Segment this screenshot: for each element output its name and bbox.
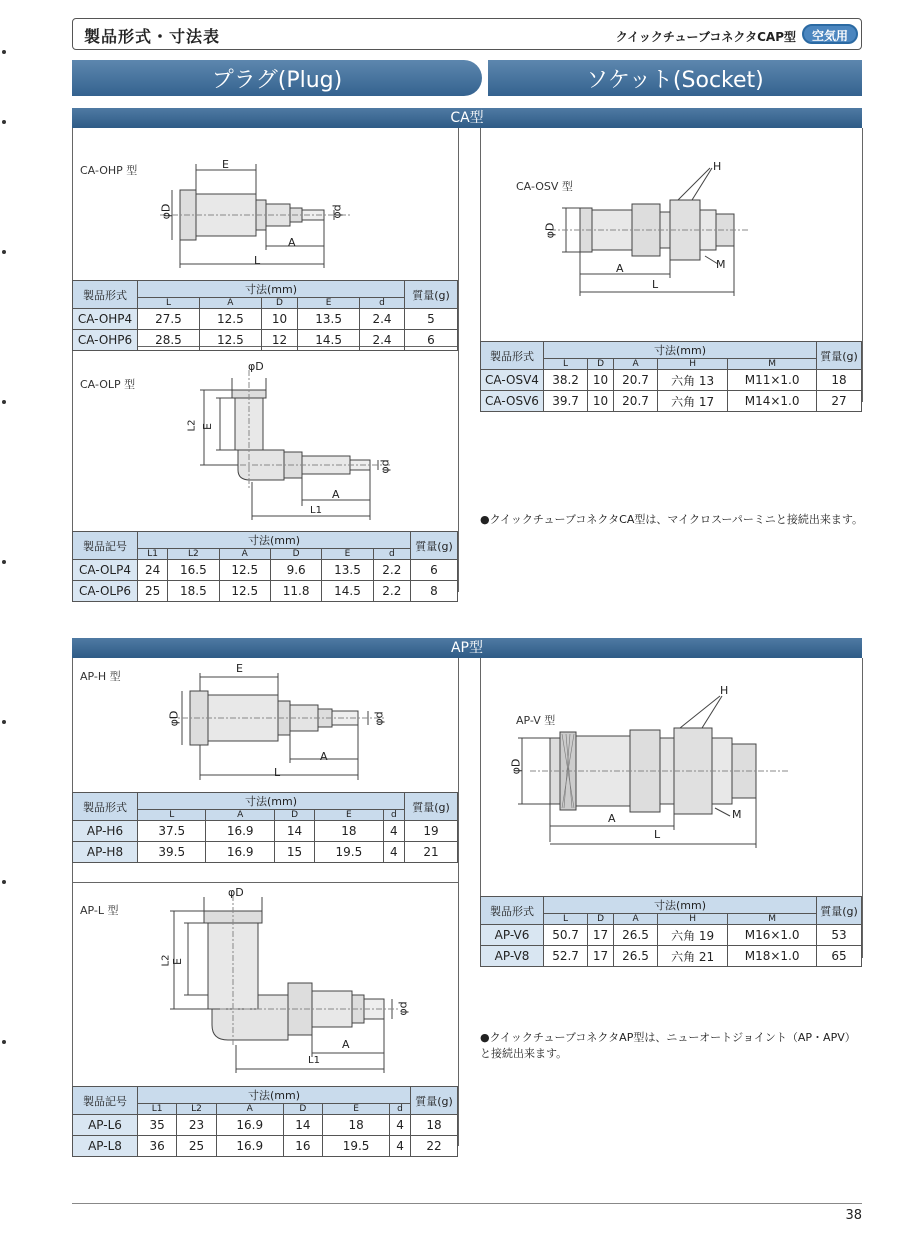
col-header-weight: 質量(g) xyxy=(411,1087,458,1115)
footer-rule xyxy=(72,1203,862,1204)
col-header-unit: 寸法(mm) xyxy=(138,793,405,810)
table-row: CA-OHP6 28.5 12.5 12 14.5 2.4 6 xyxy=(73,330,458,351)
dim-L: L xyxy=(652,278,659,291)
binding-mark xyxy=(2,720,6,724)
dim-phiD: φD xyxy=(509,758,523,775)
dim-phiD: φD xyxy=(248,360,264,373)
col-header-weight: 質量(g) xyxy=(411,532,458,560)
dim-A: A xyxy=(342,1038,350,1051)
binding-mark xyxy=(2,400,6,404)
dim-phiD: φD xyxy=(228,886,244,899)
dim-A: A xyxy=(608,812,616,825)
ap-v-label: AP-V 型 xyxy=(516,714,556,727)
dim-A: A xyxy=(332,488,340,501)
ap-v-table: 製品形式 寸法(mm) 質量(g) L D A H M AP-V6 50.7 17 26.5 六角 19 M16×1.0 53 AP-V8 52.7 17 26.5 六角 21 M18×1.0 65 xyxy=(480,896,862,967)
dim-M: M xyxy=(732,808,742,821)
ca-osv-label: CA-OSV 型 xyxy=(516,180,573,193)
plug-banner: プラグ(Plug) xyxy=(72,60,482,96)
table-row: AP-L8 36 25 16.9 16 19.5 4 22 xyxy=(73,1136,458,1157)
table-row: CA-OHP4 27.5 12.5 10 13.5 2.4 5 xyxy=(73,309,458,330)
page-title: 製品形式・寸法表 xyxy=(84,27,221,46)
ca-note: ●クイックチューブコネクタCA型は、マイクロスーパーミニと接続出来ます。 xyxy=(480,513,863,526)
table-row: AP-H6 37.5 16.9 14 18 4 19 xyxy=(73,821,458,842)
col-header-name: 製品形式 xyxy=(73,793,138,821)
col-header-name: 製品形式 xyxy=(481,342,544,370)
panel-border xyxy=(72,658,73,1146)
binding-mark xyxy=(2,250,6,254)
product-name: クイックチューブコネクタCAP型 xyxy=(615,30,796,44)
table-row: AP-V8 52.7 17 26.5 六角 21 M18×1.0 65 xyxy=(481,946,862,967)
dim-E: E xyxy=(222,158,229,171)
dim-E: E xyxy=(236,662,243,675)
ap-h-label: AP-H 型 xyxy=(80,670,121,683)
dim-phid: φd xyxy=(396,1001,410,1016)
col-header-unit: 寸法(mm) xyxy=(138,1087,411,1104)
ca-olp-label: CA-OLP 型 xyxy=(80,378,136,391)
usage-badge: 空気用 xyxy=(802,24,858,44)
dim-phiD: φD xyxy=(543,222,557,239)
col-header: L xyxy=(138,298,200,309)
dim-M: M xyxy=(716,258,726,271)
dim-A: A xyxy=(320,750,328,763)
dim-E: E xyxy=(170,958,184,965)
section-ca-header: CA型 xyxy=(72,108,862,128)
dim-L2: L2 xyxy=(186,419,198,432)
table-row: CA-OLP4 24 16.5 12.5 9.6 13.5 2.2 6 xyxy=(73,560,458,581)
binding-mark xyxy=(2,1040,6,1044)
ca-ohp-label: CA-OHP 型 xyxy=(80,164,138,177)
ap-h-table: 製品形式 寸法(mm) 質量(g) L A D E d AP-H6 37.5 16.9 14 18 4 19 AP-H8 39.5 16.9 15 19.5 4 21 xyxy=(72,792,458,863)
col-header-name: 製品記号 xyxy=(73,532,138,560)
col-header-weight: 質量(g) xyxy=(405,281,458,309)
dim-L: L xyxy=(254,254,261,267)
dim-L: L xyxy=(274,766,281,779)
col-header-unit: 寸法(mm) xyxy=(138,281,405,298)
panel-border xyxy=(458,128,459,592)
col-header-unit: 寸法(mm) xyxy=(544,897,817,914)
table-row: CA-OSV6 39.7 10 20.7 六角 17 M14×1.0 27 xyxy=(481,391,862,412)
dim-L1: L1 xyxy=(308,1055,320,1066)
binding-mark xyxy=(2,120,6,124)
ap-l-table: 製品記号 寸法(mm) 質量(g) L1 L2 A D E d AP-L6 35 23 16.9 14 18 4 18 AP-L8 36 25 16.9 16 19.5 4 22 xyxy=(72,1086,458,1157)
col-header: A xyxy=(199,298,261,309)
panel-border xyxy=(862,128,863,402)
ca-olp-drawing xyxy=(180,370,400,520)
ca-ohp-table xyxy=(72,280,458,351)
ca-osv-drawing xyxy=(540,160,760,300)
col-header-unit: 寸法(mm) xyxy=(138,532,411,549)
ca-olp-table: 製品記号 寸法(mm) 質量(g) L1 L2 A D E d CA-OLP4 24 16.5 12.5 9.6 13.5 2.2 6 CA-OLP6 25 18.5 12.5 11.8 14.5 2.2 8 xyxy=(72,531,458,602)
dim-A: A xyxy=(288,236,296,249)
dim-L2: L2 xyxy=(160,954,172,967)
binding-mark xyxy=(2,560,6,564)
table-row: AP-L6 35 23 16.9 14 18 4 18 xyxy=(73,1115,458,1136)
panel-border xyxy=(862,658,863,958)
binding-mark xyxy=(2,880,6,884)
ap-v-drawing xyxy=(510,680,800,850)
panel-divider xyxy=(72,882,458,883)
panel-border xyxy=(72,128,73,592)
binding-mark xyxy=(2,50,6,54)
ap-l-drawing xyxy=(160,895,400,1075)
dim-phid: φd xyxy=(330,204,344,219)
page-number: 38 xyxy=(845,1208,862,1223)
dim-H: H xyxy=(720,684,729,697)
ap-note: ●クイックチューブコネクタAP型は、ニューオートジョイント（AP・APV）と接続出来ます。 xyxy=(480,1031,856,1060)
col-header-weight: 質量(g) xyxy=(405,793,458,821)
table-row: AP-V6 50.7 17 26.5 六角 19 M16×1.0 53 xyxy=(481,925,862,946)
table-row: CA-OLP6 25 18.5 12.5 11.8 14.5 2.2 8 xyxy=(73,581,458,602)
dim-phid: φd xyxy=(372,711,386,726)
col-header-weight: 質量(g) xyxy=(817,342,862,370)
col-header: E xyxy=(298,298,360,309)
ca-osv-table: 製品形式 寸法(mm) 質量(g) L D A H M CA-OSV4 38.2 10 20.7 六角 13 M11×1.0 18 CA-OSV6 39.7 10 20.7 六角 17 M14×1.0 27 xyxy=(480,341,862,412)
section-ap-header: AP型 xyxy=(72,638,862,658)
col-header-name: 製品形式 xyxy=(481,897,544,925)
dim-H: H xyxy=(713,160,722,173)
col-header-name: 製品記号 xyxy=(73,1087,138,1115)
dim-A: A xyxy=(616,262,624,275)
col-header: D xyxy=(261,298,297,309)
panel-border xyxy=(458,658,459,1146)
ap-l-label: AP-L 型 xyxy=(80,904,119,917)
dim-phid: φd xyxy=(378,459,392,474)
socket-banner: ソケット(Socket) xyxy=(488,60,862,96)
col-header-name: 製品形式 xyxy=(73,281,138,309)
dim-L: L xyxy=(654,828,661,841)
dim-E: E xyxy=(200,423,214,430)
table-row: CA-OSV4 38.2 10 20.7 六角 13 M11×1.0 18 xyxy=(481,370,862,391)
dim-phiD: φD xyxy=(159,203,173,220)
col-header: d xyxy=(360,298,405,309)
col-header-weight: 質量(g) xyxy=(817,897,862,925)
dim-L1: L1 xyxy=(310,505,322,516)
table-row: AP-H8 39.5 16.9 15 19.5 4 21 xyxy=(73,842,458,863)
dim-phiD: φD xyxy=(167,710,181,727)
col-header-unit: 寸法(mm) xyxy=(544,342,817,359)
